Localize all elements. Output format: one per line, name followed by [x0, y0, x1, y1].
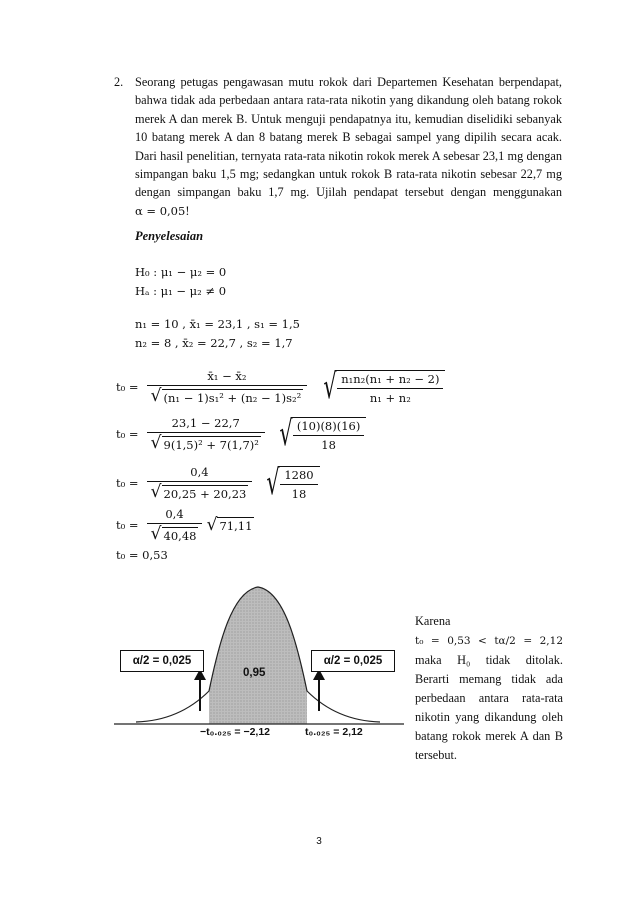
step3-radicand: 71,11 [219, 519, 253, 534]
conclusion-condition: t₀ = 0,53 < tα/2 = 2,12 [415, 635, 563, 647]
sqrt-icon: √ [266, 462, 280, 503]
step3-denominator: √ 40,48 [150, 524, 197, 544]
formula-denominator: √ (n₁ − 1)s₁² + (n₂ − 1)s₂² [150, 386, 302, 406]
step2-radicand [278, 466, 319, 501]
left-critical-value: −t₀.₀₂₅ = −2,12 [200, 726, 271, 738]
right-tail-box: α/2 = 0,025 [311, 650, 395, 672]
step1-radicand-denominator: 18 [321, 437, 336, 452]
formula-step-1 [116, 413, 366, 454]
step2-lhs: t₀ = [116, 476, 139, 491]
acceptance-region [209, 587, 307, 724]
step2-radicand-numerator: 1280 [280, 468, 317, 485]
null-hypothesis: H₀ : μ₁ − μ₂ = 0 [135, 265, 227, 279]
step2-radicand-denominator: 18 [291, 486, 307, 501]
conclusion [415, 612, 563, 765]
problem-end: ! [185, 203, 190, 218]
formula-numerator: x̄₁ − x̄₂ [147, 369, 308, 386]
problem-text [135, 73, 562, 220]
alpha-value: α = 0,05 [135, 203, 186, 218]
solution-heading: Penyelesaian [135, 229, 204, 243]
result: t₀ = 0,53 [116, 548, 168, 562]
radicand-numerator: n₁n₂(n₁ + n₂ − 2) [337, 372, 443, 389]
step1-numerator: 23,1 − 22,7 [147, 416, 265, 433]
radicand-denominator: n₁ + n₂ [369, 390, 411, 405]
formula-general [116, 366, 445, 407]
right-critical-value: t₀.₀₂₅ = 2,12 [305, 726, 363, 738]
formula-step-3 [116, 507, 254, 543]
step1-radicand [291, 417, 367, 452]
left-tail-box: α/2 = 0,025 [120, 650, 204, 672]
step3-lhs: t₀ = [116, 518, 139, 533]
sqrt-icon: √ [279, 413, 293, 454]
problem-number: 2. [114, 75, 124, 89]
page-number: 3 [316, 836, 322, 847]
formula-step-2 [116, 462, 320, 503]
formula-fraction [147, 369, 308, 405]
sample-b-values: n₂ = 8 , x̄₂ = 22,7 , s₂ = 1,7 [135, 336, 293, 350]
conclusion-text: maka H₀ tidak ditolak. Berarti memang tidak ada perbedaan antara rata-rata nikotin yang dikandung oleh batang rokok merek A dan B tersebut. [415, 653, 563, 762]
step2-numerator: 0,4 [147, 465, 253, 482]
step1-lhs: t₀ = [116, 427, 139, 442]
conclusion-lead: Karena [415, 614, 451, 628]
sqrt-icon: √ [206, 514, 218, 535]
step3-numerator: 0,4 [147, 507, 203, 524]
sqrt-icon: √ [323, 366, 337, 407]
step3-fraction [147, 507, 203, 543]
step2-fraction [147, 465, 253, 501]
step1-denominator: √ 9(1,5)² + 7(1,7)² [150, 433, 259, 453]
formula-lhs: t₀ = [116, 380, 139, 395]
problem-body: Seorang petugas pengawasan mutu rokok dari Departemen Kesehatan berpendapat, bahwa tidak ada perbedaan antara rata-rata nikotin yang dikandung oleh batang rokok merek A dan merek B. Untuk menguji pendapatnya itu, kemudian diselidiki sebanyak 10 batang merek A dan 8 batang merek B sebagai sampel yang dipilih secara acak. Dari hasil penelitian, ternyata rata-rata nikotin rokok merek A sebesar 23,1 mg dengan simpangan baku 1,5 mg; sedangkan untuk rokok B rata-rata nikotin sebesar 22,7 mg dengan simpangan baku 1,7 mg. Ujilah pendapat tersebut dengan menggunakan [135, 75, 562, 200]
formula-radicand [335, 370, 445, 405]
acceptance-label: 0,95 [243, 667, 266, 679]
step1-radicand-numerator: (10)(8)(16) [293, 419, 365, 436]
step1-fraction [147, 416, 265, 452]
step2-denominator: √ 20,25 + 20,23 [150, 482, 247, 502]
sample-a-values: n₁ = 10 , x̄₁ = 23,1 , s₁ = 1,5 [135, 317, 300, 331]
alt-hypothesis: Hₐ : μ₁ − μ₂ ≠ 0 [135, 284, 227, 298]
